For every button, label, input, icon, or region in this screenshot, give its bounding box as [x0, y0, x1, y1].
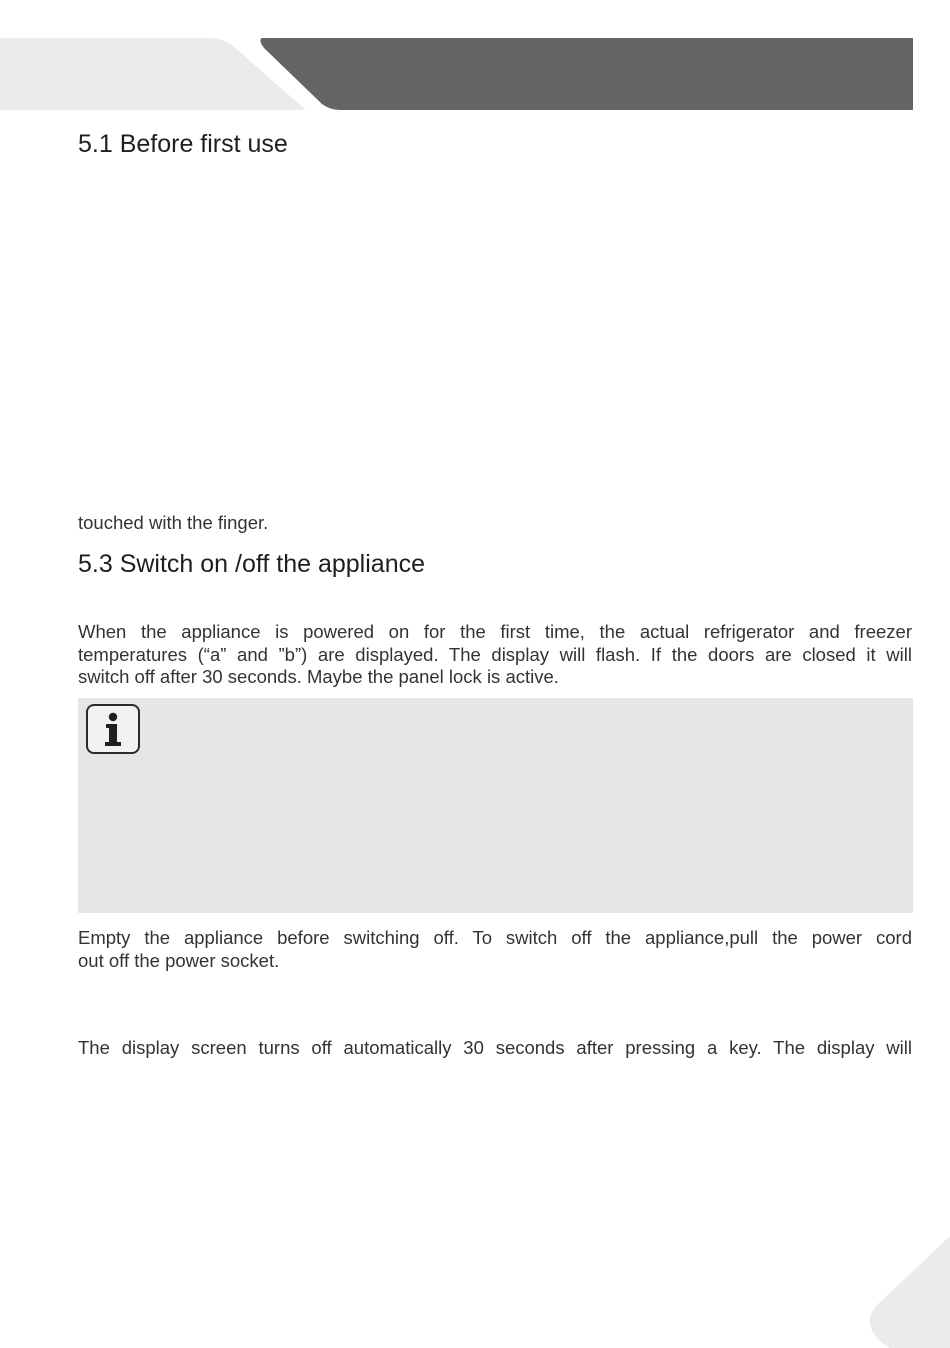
- fragment-line: touched with the finger.: [78, 512, 269, 533]
- switch-off-paragraph: [78, 927, 912, 972]
- heading-switch-on-off: 5.3 Switch on /off the appliance: [78, 550, 425, 578]
- corner-shape: [870, 1236, 950, 1348]
- intro-line: temperatures (“a” and ”b”) are displayed. The display will flash. If the doors are closed it will: [78, 643, 912, 665]
- header-tab-shape: [0, 38, 306, 110]
- fragment-text: [78, 512, 912, 535]
- display-line: The display screen turns off automatically 30 seconds after pressing a key. The display will: [78, 1037, 912, 1058]
- info-icon: [86, 704, 140, 754]
- intro-paragraph: [78, 621, 912, 689]
- header-dark-band: [260, 38, 913, 110]
- info-box: [78, 698, 913, 913]
- intro-line: When the appliance is powered on for the first time, the actual refrigerator and freezer: [78, 621, 912, 642]
- display-paragraph: [78, 1037, 912, 1060]
- header-band: [0, 0, 950, 120]
- heading-before-first-use: 5.1 Before first use: [78, 130, 288, 158]
- switch-off-line: Empty the appliance before switching off. To switch off the appliance,pull the power cord: [78, 927, 912, 948]
- switch-off-line: out off the power socket.: [78, 949, 280, 971]
- intro-line: switch off after 30 seconds. Maybe the panel lock is active.: [78, 666, 559, 687]
